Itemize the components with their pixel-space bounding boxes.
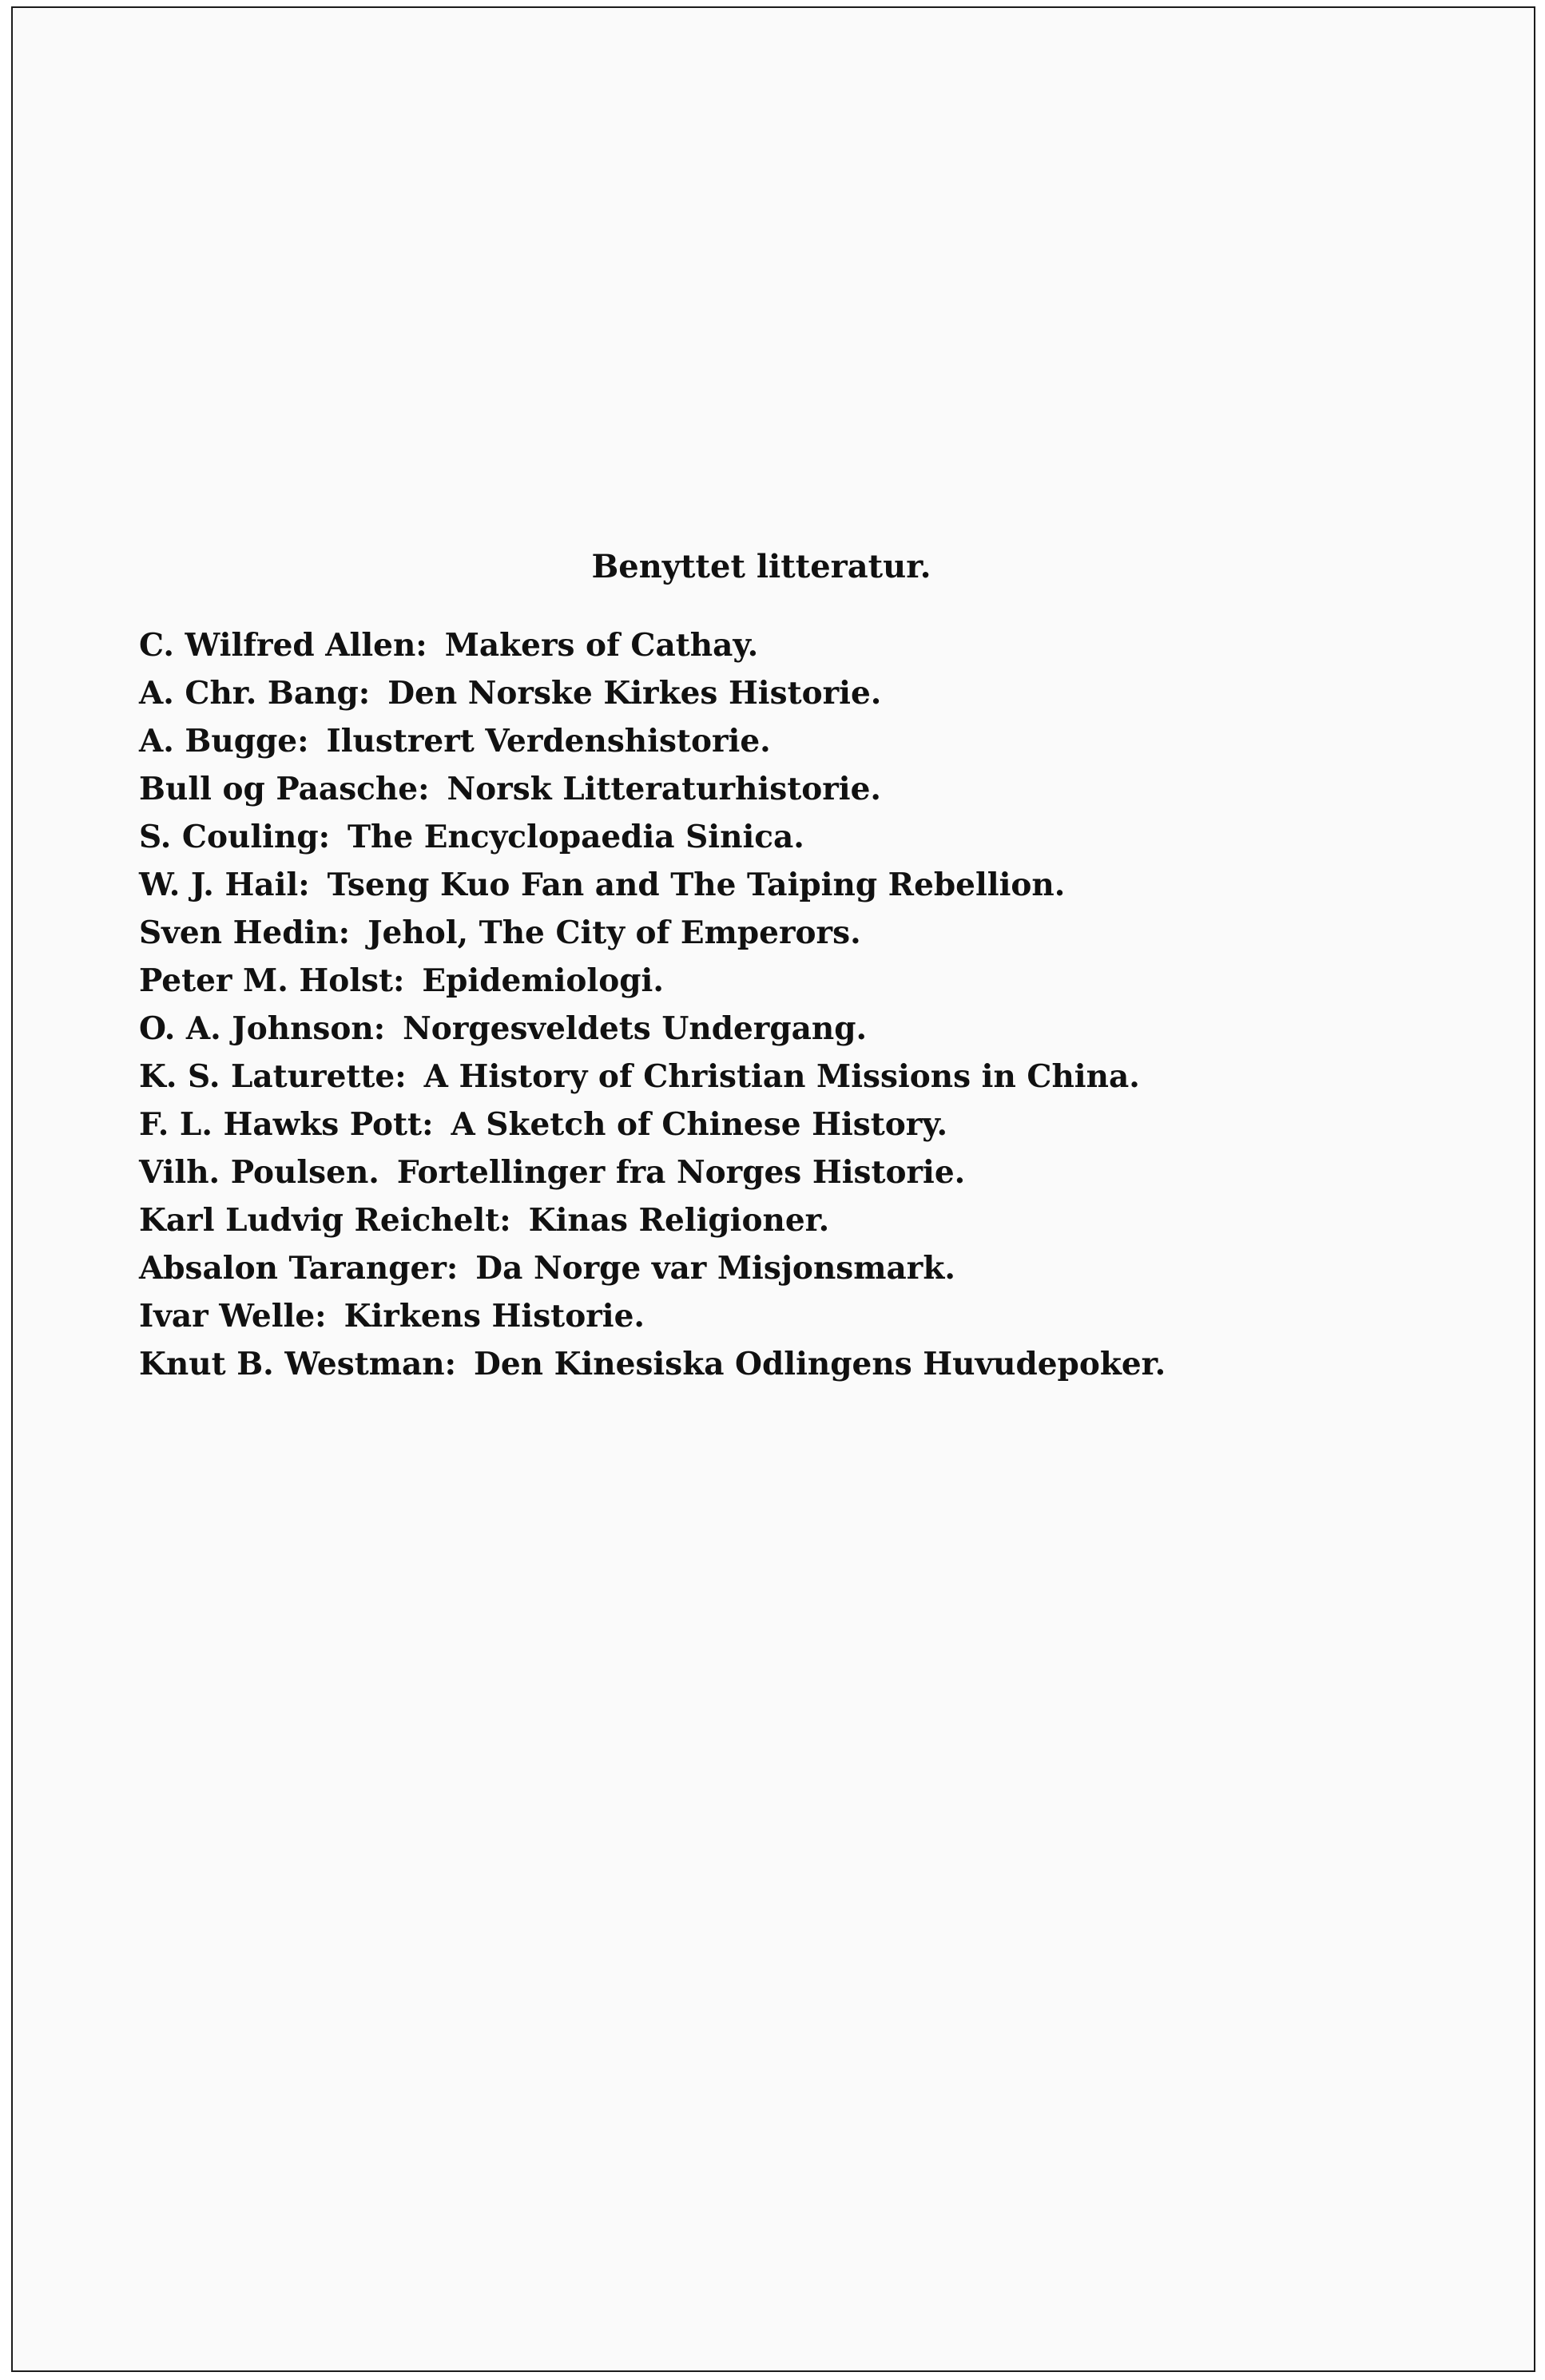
entry-author: Vilh. Poulsen. xyxy=(139,1154,379,1191)
document-page xyxy=(11,6,1535,2372)
entry-title: Tseng Kuo Fan and The Taiping Rebellion. xyxy=(327,867,1066,903)
entry-author: F. L. Hawks Pott: xyxy=(139,1106,434,1143)
entry-author: Bull og Paasche: xyxy=(139,771,430,807)
entry-title: Norsk Litteraturhistorie. xyxy=(447,771,881,807)
bibliography-entry xyxy=(139,1244,1166,1292)
bibliography-entry xyxy=(139,717,1166,765)
bibliography-entry xyxy=(139,1148,1166,1196)
bibliography-entry xyxy=(139,1292,1166,1340)
bibliography-entry xyxy=(139,1005,1166,1053)
entry-title: The Encyclopaedia Sinica. xyxy=(348,819,804,855)
bibliography-entry xyxy=(139,909,1166,957)
bibliography-entry xyxy=(139,1340,1166,1388)
entry-author: Absalon Taranger: xyxy=(139,1250,459,1287)
entry-author: O. A. Johnson: xyxy=(139,1010,386,1047)
entry-author: A. Chr. Bang: xyxy=(139,675,371,712)
entry-author: Karl Ludvig Reichelt: xyxy=(139,1202,511,1239)
entry-title: A Sketch of Chinese History. xyxy=(451,1106,948,1143)
entry-title: Den Norske Kirkes Historie. xyxy=(387,675,882,712)
entry-title: Fortellinger fra Norges Historie. xyxy=(396,1154,966,1191)
bibliography-entry xyxy=(139,1101,1166,1148)
entry-title: Jehol, The City of Emperors. xyxy=(367,914,861,951)
bibliography-entry xyxy=(139,669,1166,717)
entry-author: K. S. Laturette: xyxy=(139,1058,407,1095)
entry-author: A. Bugge: xyxy=(139,723,309,760)
bibliography-entry xyxy=(139,861,1166,909)
entry-title: Kirkens Historie. xyxy=(344,1298,645,1335)
entry-author: S. Couling: xyxy=(139,819,330,855)
entry-author: Peter M. Holst: xyxy=(139,962,405,999)
bibliography-entry xyxy=(139,621,1166,669)
entry-title: Da Norge var Misjonsmark. xyxy=(475,1250,955,1287)
entry-title: Ilustrert Verdenshistorie. xyxy=(326,723,771,760)
bibliography-list xyxy=(139,621,1166,1388)
entry-title: Den Kinesiska Odlingens Huvudepoker. xyxy=(474,1346,1166,1382)
bibliography-entry xyxy=(139,765,1166,813)
bibliography-entry xyxy=(139,813,1166,861)
entry-author: Knut B. Westman: xyxy=(139,1346,457,1382)
entry-author: Ivar Welle: xyxy=(139,1298,327,1335)
entry-title: Epidemiologi. xyxy=(422,962,664,999)
entry-author: C. Wilfred Allen: xyxy=(139,627,427,664)
page-heading: Benyttet litteratur. xyxy=(591,548,931,585)
entry-title: Kinas Religioner. xyxy=(528,1202,830,1239)
bibliography-entry xyxy=(139,1053,1166,1101)
entry-title: Makers of Cathay. xyxy=(444,627,759,664)
entry-author: Sven Hedin: xyxy=(139,914,351,951)
bibliography-entry xyxy=(139,957,1166,1005)
entry-title: A History of Christian Missions in China. xyxy=(423,1058,1140,1095)
bibliography-entry xyxy=(139,1196,1166,1244)
entry-title: Norgesveldets Undergang. xyxy=(403,1010,868,1047)
entry-author: W. J. Hail: xyxy=(139,867,310,903)
